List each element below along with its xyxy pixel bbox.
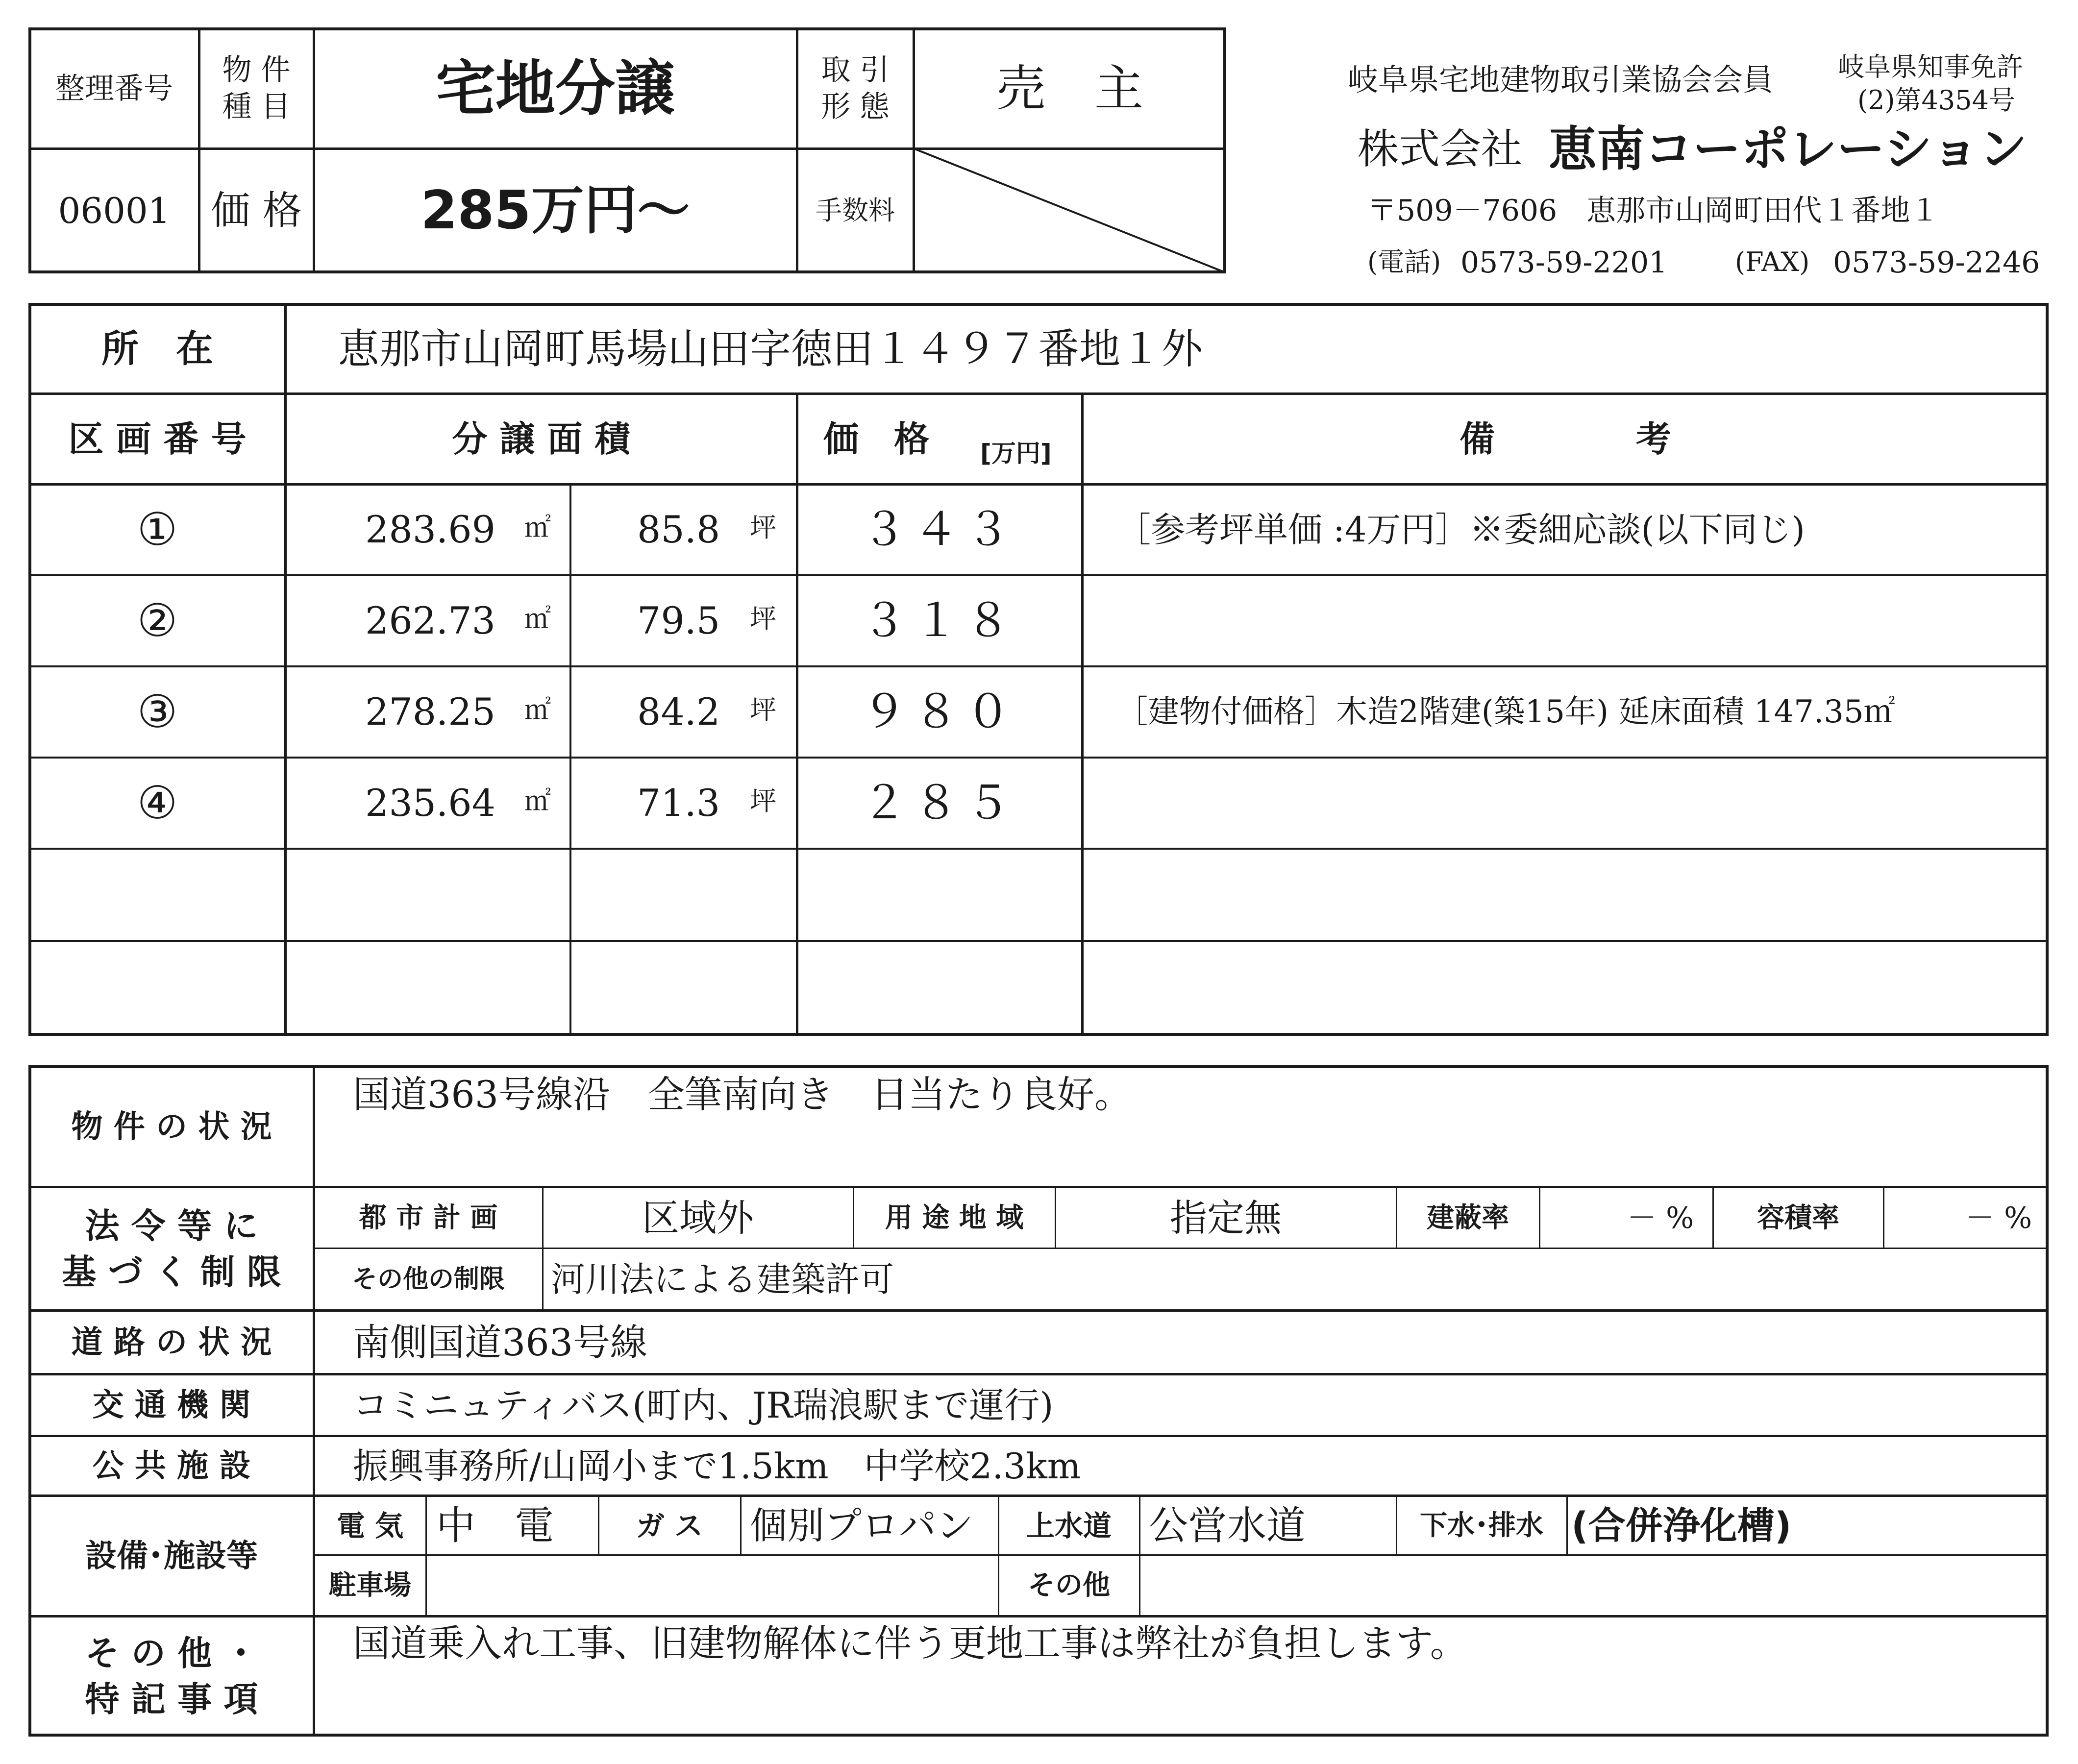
other-facility-label: その他 [1028,1569,1110,1601]
water-label: 上水道 [1026,1509,1112,1543]
public-facility-value: 振興事務所/山岡小まで1.5km 中学校2.3km [353,1446,1081,1487]
tel-number: 0573-59-2201 [1460,245,1668,280]
sqm-unit: ㎡ [524,512,551,543]
lot-area-sqm: 235.64 [365,781,495,825]
parking-label: 駐車場 [329,1569,411,1601]
license-line1: 岐阜県知事免許 [1838,51,2023,82]
sqm-unit: ㎡ [524,785,551,816]
tsubo-unit: 坪 [750,694,776,725]
tsubo-unit: 坪 [750,512,776,543]
lot-remarks: ［建物付価格］木造2階建(築15年) 延床面積 147.35㎡ [1116,694,1895,730]
sqm-unit: ㎡ [524,603,551,634]
torihiki-label-line2: 形 態 [821,90,890,124]
lot-number: ② [137,594,178,647]
lot-number: ④ [137,777,178,829]
location-label: 所 在 [101,327,213,370]
location-value: 恵那市山岡町馬場山田字徳田１４９７番地１外 [338,325,1203,373]
water-value: 公営水道 [1149,1503,1306,1548]
notes-value: 国道乗入れ工事、旧建物解体に伴う更地工事は弊社が負担します。 [353,1621,1467,1665]
lot-area-sqm: 278.25 [365,690,495,734]
fax-label: (FAX) [1735,246,1810,277]
condition-label: 物 件 の 状 況 [71,1109,272,1145]
lot-area-tsubo: 79.5 [637,599,720,642]
bukken-label-line1: 物 件 [222,53,291,87]
public-facility-label: 公 共 施 設 [92,1448,251,1484]
lot-area-sqm: 283.69 [365,508,495,551]
sewer-label: 下水･排水 [1420,1510,1543,1542]
transport-value: コミニュティバス(町内、JR瑞浪駅まで運行) [353,1385,1054,1426]
tesuryo-label: 手数料 [816,195,895,226]
fax-number: 0573-59-2246 [1833,245,2040,280]
youto-label: 用 途 地 域 [885,1202,1024,1234]
kenpei-value: － % [1627,1201,1694,1235]
condition-value: 国道363号線沿 全筆南向き 日当たり良好。 [353,1073,1132,1116]
transport-label: 交 通 機 関 [92,1387,251,1423]
property-type: 宅地分譲 [436,54,675,123]
price-unit-header: [万円] [980,439,1052,467]
lot-area-tsubo: 85.8 [637,508,720,551]
lot-price: ３４３ [861,503,1017,556]
law-label-line2: 基 づ く 制 限 [62,1252,281,1292]
notes-label [31,1618,312,1735]
association-membership: 岐阜県宅地建物取引業協会会員 [1348,62,1774,98]
facility-label: 設備･施設等 [85,1538,258,1574]
bukken-label [201,30,312,147]
company-address: 〒509－7606 恵那市山岡町田代１番地１ [1367,194,1940,228]
notes-label-line1: そ の 他 ・ [85,1633,258,1673]
lot-price: ２８５ [861,777,1017,829]
youto-value: 指定無 [1170,1196,1282,1240]
lot-area-tsubo: 84.2 [637,690,720,734]
company-name: 恵南コーポレーション [1549,122,2028,177]
transaction-type: 売 主 [996,60,1143,117]
price-header: 価 格 [823,418,930,460]
notes-label-line2: 特 記 事 項 [85,1679,258,1719]
lot-area-tsubo: 71.3 [637,781,720,825]
lot-area-sqm: 262.73 [365,599,495,642]
gas-value: 個別プロパン [750,1504,973,1547]
bukken-label-line2: 種 目 [222,90,291,124]
denki-label: 電 気 [336,1509,404,1543]
lot-price: ９８０ [861,686,1017,738]
fee-diagonal-slash [914,148,1225,272]
area-header: 分 譲 面 積 [452,418,630,460]
toshi-label: 都 市 計 画 [359,1202,498,1234]
lot-price: ３１８ [861,594,1017,647]
lot-number: ③ [137,686,178,738]
lot-number: ① [137,503,178,556]
youseki-value: － % [1965,1201,2032,1235]
youseki-label: 容積率 [1757,1202,1839,1234]
kakaku-label: 価 格 [211,188,302,233]
tsubo-unit: 坪 [750,603,776,634]
seiri-value: 06001 [58,190,171,231]
tsubo-unit: 坪 [750,785,776,816]
company-prefix: 株式会社 [1358,125,1523,173]
toshi-value: 区域外 [642,1196,754,1240]
denki-value: 中 電 [436,1503,554,1548]
remarks-header: 備 考 [1459,418,1671,460]
seiri-label: 整理番号 [55,72,173,106]
tel-label: (電話) [1367,246,1441,277]
law-label-line1: 法 令 等 に [85,1205,258,1246]
price-from: 285万円～ [421,180,690,241]
kenpei-label: 建蔽率 [1427,1202,1509,1234]
road-value: 南側国道363号線 [353,1321,648,1364]
other-limit-label: その他の制限 [351,1265,505,1294]
sqm-unit: ㎡ [524,694,551,725]
law-restriction-label [31,1189,312,1309]
torihiki-label-line1: 取 引 [821,53,890,87]
lot-remarks: ［参考坪単価 :4万円］※委細応談(以下同じ) [1116,510,1805,550]
lot-number-header: 区 画 番 号 [68,418,247,460]
road-label: 道 路 の 状 況 [71,1324,272,1361]
sewer-value: (合併浄化槽) [1571,1504,1792,1547]
gas-label: ガ ス [636,1509,703,1543]
torihiki-label [799,30,912,147]
other-limit-value: 河川法による建築許可 [551,1259,894,1299]
license-line2: (2)第4354号 [1857,85,2015,116]
